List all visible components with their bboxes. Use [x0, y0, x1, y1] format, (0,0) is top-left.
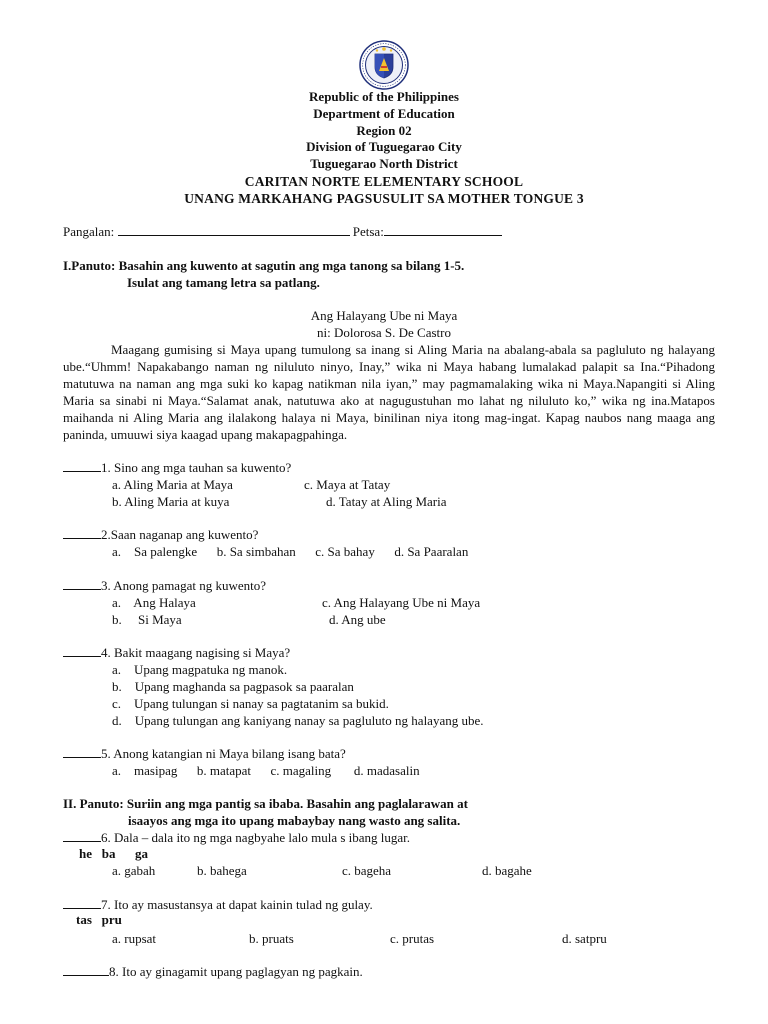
- q4-option-a: a. Upang magpatuka ng manok.: [112, 662, 288, 677]
- q5-options: a. masipag b. matapat c. magaling d. madasalin: [112, 763, 420, 778]
- q6-option-a: a. gabah: [112, 863, 156, 878]
- document-header: [0, 89, 768, 207]
- q1-option-d: d. Tatay at Aling Maria: [326, 494, 447, 509]
- question-7-text: 7. Ito ay masustansya at dapat kainin tulad ng gulay.: [101, 897, 373, 912]
- story-author: ni: Dolorosa S. De Castro: [317, 325, 451, 340]
- question-6: [63, 829, 410, 846]
- part2-instruction-line1: II. Panuto: Suriin ang mga pantig sa ibaba. Basahin ang paglalarawan at: [63, 796, 468, 811]
- q2-options: a. Sa palengke b. Sa simbahan c. Sa bahay d. Sa Paaralan: [112, 544, 469, 559]
- question-8: [63, 963, 363, 980]
- header-line-division: Division of Tuguegarao City: [306, 139, 462, 155]
- answer-blank-2[interactable]: [63, 526, 101, 539]
- answer-blank-4[interactable]: [63, 644, 101, 657]
- q7-option-d: d. satpru: [562, 931, 607, 946]
- school-name: CARITAN NORTE ELEMENTARY SCHOOL: [244, 173, 524, 189]
- deped-seal-logo: [359, 40, 409, 90]
- answer-blank-3[interactable]: [63, 577, 101, 590]
- question-5: [63, 745, 346, 762]
- question-7: [63, 896, 373, 913]
- question-3: [63, 577, 266, 594]
- question-2-text: 2.Saan naganap ang kuwento?: [101, 527, 259, 542]
- q1-option-c: c. Maya at Tatay: [304, 477, 391, 492]
- q1-option-b: b. Aling Maria at kuya: [112, 494, 230, 509]
- question-1-text: 1. Sino ang mga tauhan sa kuwento?: [101, 460, 292, 475]
- q1-option-a: a. Aling Maria at Maya: [112, 477, 233, 492]
- part1-instruction-line2: Isulat ang tamang letra sa patlang.: [127, 275, 320, 290]
- exam-title: UNANG MARKAHANG PAGSUSULIT SA MOTHER TONGUE 3: [184, 190, 584, 206]
- header-line-region: Region 02: [356, 122, 412, 138]
- part1-instruction-line1: I.Panuto: Basahin ang kuwento at sagutin ang mga tanong sa bilang 1-5.: [63, 258, 465, 273]
- question-2: [63, 526, 258, 543]
- story-text: [63, 341, 715, 443]
- q7-option-c: c. prutas: [390, 931, 435, 946]
- name-field[interactable]: [118, 224, 350, 236]
- q7-option-b: b. pruats: [249, 931, 294, 946]
- question-4-text: 4. Bakit maagang nagising si Maya?: [101, 645, 291, 660]
- answer-blank-6[interactable]: [63, 829, 101, 842]
- q6-option-d: d. bagahe: [482, 863, 532, 878]
- question-8-text: 8. Ito ay ginagamit upang paglagyan ng pagkain.: [109, 964, 363, 979]
- q4-option-b: b. Upang maghanda sa pagpasok sa paaralan: [112, 679, 354, 694]
- story-title: Ang Halayang Ube ni Maya: [310, 308, 458, 323]
- header-line-department: Department of Education: [313, 105, 455, 121]
- question-5-text: 5. Anong katangian ni Maya bilang isang bata?: [101, 746, 346, 761]
- date-field[interactable]: [384, 224, 502, 236]
- header-line-republic: Republic of the Philippines: [309, 89, 459, 104]
- answer-blank-5[interactable]: [63, 745, 101, 758]
- question-3-text: 3. Anong pamagat ng kuwento?: [101, 578, 266, 593]
- header-line-district: Tuguegarao North District: [310, 156, 458, 172]
- part2-instruction-line2: isaayos ang mga ito upang mabaybay nang wasto ang salita.: [128, 813, 461, 828]
- q3-option-a: a. Ang Halaya: [112, 595, 196, 610]
- q7-syllables: tas pru: [76, 912, 122, 927]
- q7-option-a: a. rupsat: [112, 931, 157, 946]
- name-date-line: [63, 224, 502, 240]
- name-label: Pangalan:: [63, 224, 115, 239]
- q6-syllables: he ba ga: [79, 846, 148, 861]
- story-paragraph: Maagang gumising si Maya upang tumulong sa inang si Aling Maria na abalang-abala sa pagluluto ng halayang ube.“Uhmm! Napakabango naman ng niluluto ninyo, Inay,” wika ni Maya habang lumalakad palapit sa Ina.“Pihadong matutuwa na naman ang mga suki ko kapag natikman nila iyan,” may pagmamalaking wika ni Maya.Napangiti si Aling Maria sa sinabi ni Maya.“Salamat anak, natutuwa ako at nagugustuhan mo lahat ng niluluto ko,” wika ng ina.Matapos maihanda ni Aling Maria ang ilalakong halaya ni Maya, binilinan niya itong mag-ingat. Kapag naubos nang maaga ang paninda, umuuwi siya kaagad upang makapagpahinga.: [63, 342, 715, 442]
- answer-blank-1[interactable]: [63, 459, 101, 472]
- answer-blank-7[interactable]: [63, 896, 101, 909]
- q4-option-d: d. Upang tulungan ang kaniyang nanay sa pagluluto ng halayang ube.: [112, 713, 484, 728]
- q3-option-b: b. Si Maya: [112, 612, 182, 627]
- date-label: Petsa:: [352, 224, 384, 239]
- question-6-text: 6. Dala – dala ito ng mga nagbyahe lalo mula s ibang lugar.: [101, 830, 411, 845]
- q4-option-c: c. Upang tulungan si nanay sa pagtatanim sa bukid.: [112, 696, 389, 711]
- q3-option-c: c. Ang Halayang Ube ni Maya: [322, 595, 481, 610]
- q6-option-b: b. bahega: [197, 863, 247, 878]
- q6-option-c: c. bageha: [342, 863, 392, 878]
- question-4: [63, 644, 290, 661]
- q3-option-d: d. Ang ube: [329, 612, 386, 627]
- question-1: [63, 459, 291, 476]
- answer-blank-8[interactable]: [63, 963, 109, 976]
